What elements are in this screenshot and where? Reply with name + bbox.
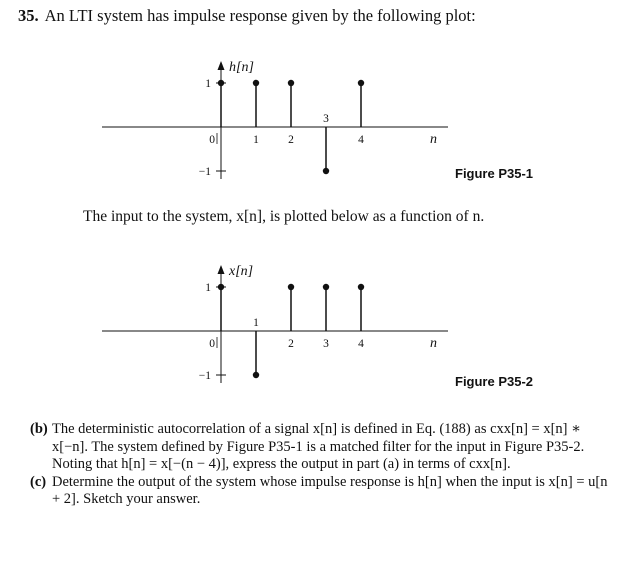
part-c (30, 474, 615, 509)
part-b (30, 421, 615, 474)
x-axis-label: n (430, 132, 437, 147)
y-axis-label: h[n] (229, 60, 254, 75)
y-tick-label-neg: −1 (198, 370, 211, 382)
stem-point-n1 (253, 372, 259, 378)
stem-point-n3 (323, 284, 329, 290)
y-tick-label-pos: 1 (205, 78, 211, 90)
problem-number: 35. (18, 6, 39, 25)
problem-parts (30, 421, 615, 509)
x-tick-label-n0: 0 (209, 338, 215, 350)
stem-point-n0 (218, 80, 224, 86)
x-axis-label: n (430, 336, 437, 351)
stem-point-n4 (358, 284, 364, 290)
figure-p35-1 (102, 60, 448, 179)
x-tick-label-n2: 2 (288, 338, 294, 350)
x-tick-label-n2: 2 (288, 134, 294, 146)
x-tick-label-n1: 1 (253, 317, 259, 329)
x-tick-label-n4: 4 (358, 338, 364, 350)
problem-statement: An LTI system has impulse response given by the following plot: (44, 6, 476, 25)
x-tick-label-n3: 3 (323, 113, 329, 125)
y-axis-arrow (218, 61, 225, 70)
figure-p35-2 (102, 264, 448, 383)
stem-point-n3 (323, 168, 329, 174)
x-tick-label-n0: 0 (209, 134, 215, 146)
y-tick-label-pos: 1 (205, 282, 211, 294)
y-axis-label: x[n] (229, 264, 254, 279)
y-axis-arrow (218, 265, 225, 274)
stem-point-n2 (288, 80, 294, 86)
figure-p35-2-caption: Figure P35-2 (455, 374, 534, 389)
part-c-text: Determine the output of the system whose impulse response is h[n] when the input is x[n] = u[n + 2]. Sketch your answer. (52, 473, 608, 507)
stem-point-n0 (218, 284, 224, 290)
x-tick-label-n1: 1 (253, 134, 259, 146)
input-description: The input to the system, x[n], is plotted below as a function of n. (83, 208, 485, 225)
part-c-tag: (c) (30, 473, 47, 490)
x-tick-label-n4: 4 (358, 134, 364, 146)
stem-point-n1 (253, 80, 259, 86)
stem-point-n2 (288, 284, 294, 290)
figure-p35-1-caption: Figure P35-1 (455, 166, 534, 181)
stem-point-n4 (358, 80, 364, 86)
x-tick-label-n3: 3 (323, 338, 329, 350)
y-tick-label-neg: −1 (198, 166, 211, 178)
part-b-text: The deterministic autocorrelation of a signal x[n] is defined in Eq. (188) as cxx[n] = x[n] ∗ x[−n]. The system defined by Figure P35-1 is a matched filter for the input in Figure P35-2. Noting that h[n] = x[−(n − 4)], express the output in part (a) in terms of cxx[n]. (52, 421, 585, 472)
part-b-tag: (b) (30, 421, 48, 437)
